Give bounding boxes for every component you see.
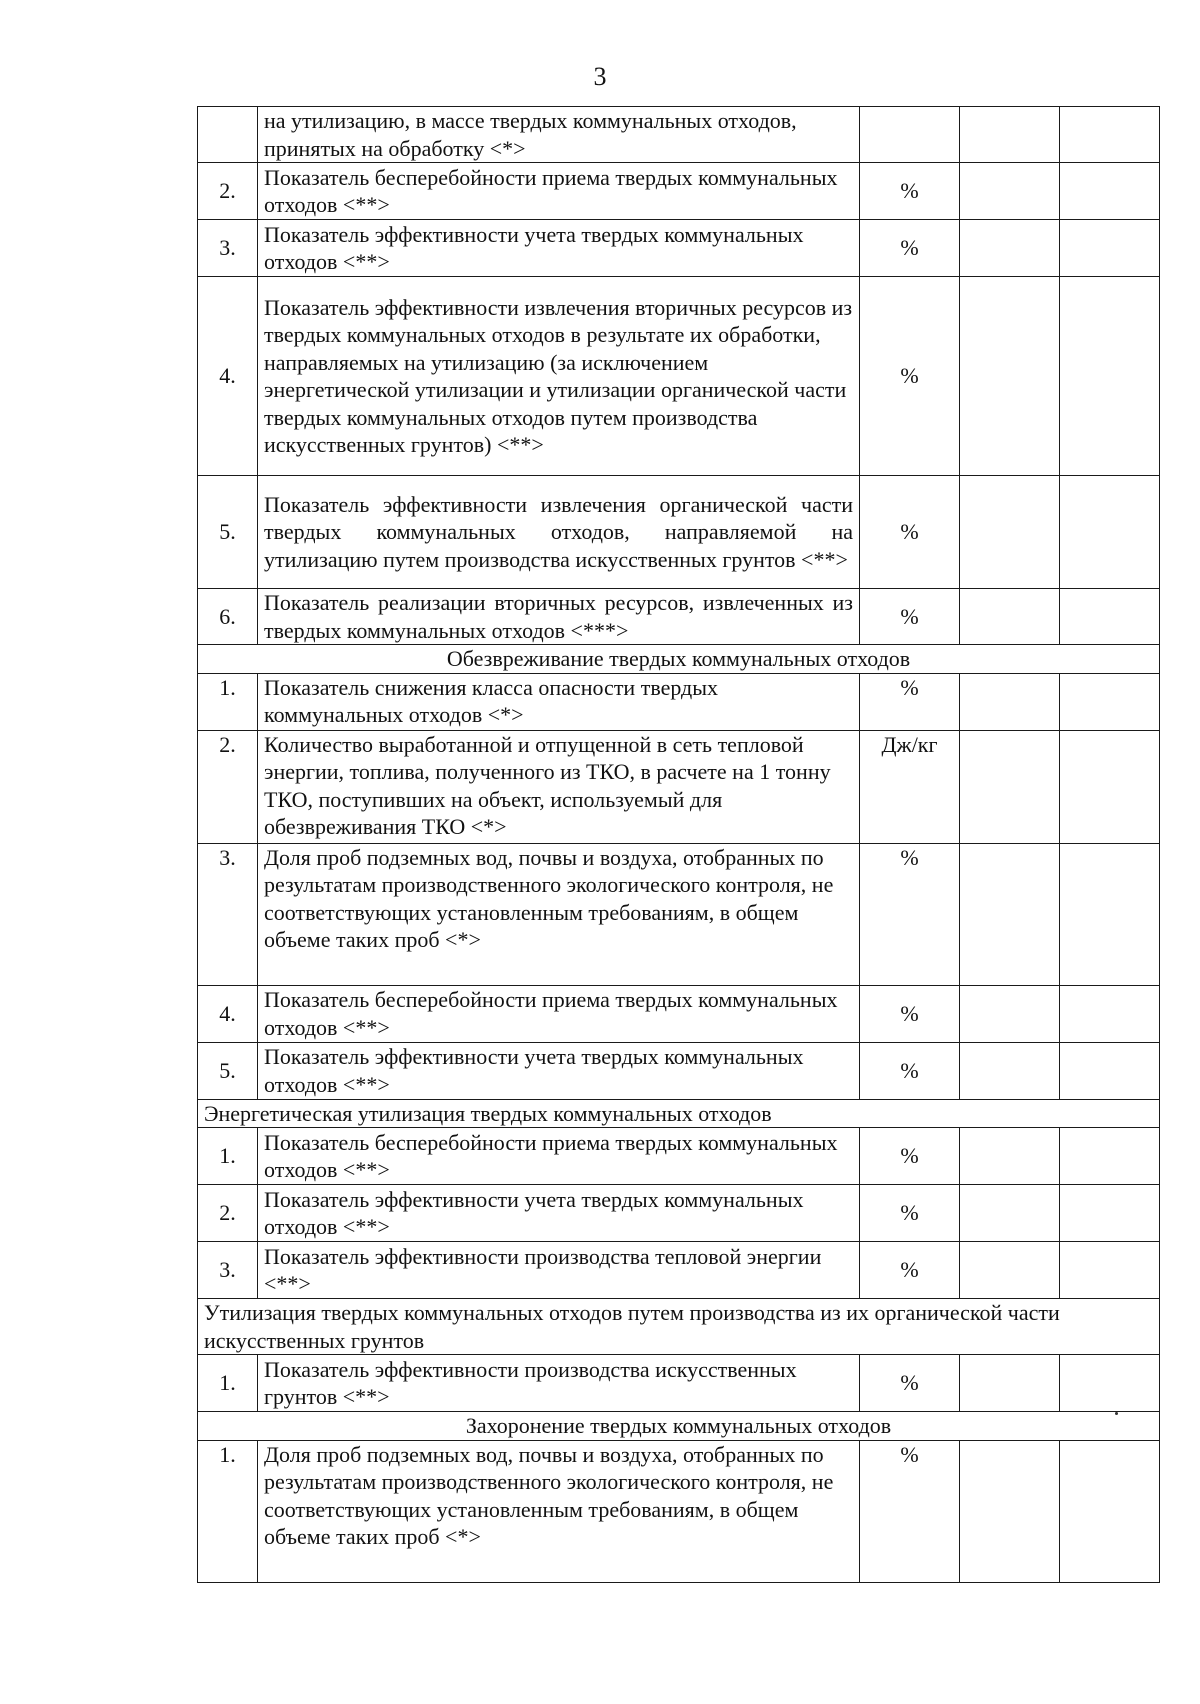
value-cell [960,1128,1060,1185]
table-row [198,1440,1160,1582]
row-number: 4. [198,985,258,1042]
unit-cell [860,107,960,163]
section-header-row [198,1412,1160,1441]
indicator-name: Показатель эффективности извлечения вторичных ресурсов из твердых коммунальных отходов в результате их обработки, направляемых на утилизацию (за исключением энергетической утилизации и утилизации органической части твердых коммунальных отходов путем производства искусственных грунтов) <**> [258,277,860,476]
table-row [198,277,1160,476]
value-cell [1060,1128,1160,1185]
section-header-row [198,1299,1160,1355]
value-cell [1060,163,1160,220]
value-cell [960,589,1060,645]
row-number: 2. [198,1185,258,1242]
unit-cell: % [860,843,960,985]
indicator-name: Показатель эффективности производства искусственных грунтов <**> [258,1355,860,1412]
unit-cell: Дж/кг [860,730,960,843]
value-cell [960,673,1060,730]
value-cell [1060,107,1160,163]
value-cell [960,843,1060,985]
value-cell [1060,1355,1160,1412]
value-cell [960,163,1060,220]
indicator-name: Показатель бесперебойности приема твердых коммунальных отходов <**> [258,163,860,220]
unit-cell: % [860,277,960,476]
indicator-name: Показатель бесперебойности приема твердых коммунальных отходов <**> [258,985,860,1042]
value-cell [1060,673,1160,730]
value-cell [960,1440,1060,1582]
table-row [198,1242,1160,1299]
unit-cell: % [860,220,960,277]
row-number: 3. [198,1242,258,1299]
unit-cell: % [860,673,960,730]
table-row [198,1185,1160,1242]
indicator-name: Показатель эффективности учета твердых коммунальных отходов <**> [258,220,860,277]
indicator-name: Показатель реализации вторичных ресурсов, извлеченных из твердых коммунальных отходов <***> [258,589,860,645]
indicator-name: Показатель снижения класса опасности твердых коммунальных отходов <*> [258,673,860,730]
unit-cell: % [860,1242,960,1299]
value-cell [1060,589,1160,645]
unit-cell: % [860,1042,960,1099]
row-number: 2. [198,730,258,843]
table-row [198,220,1160,277]
value-cell [1060,730,1160,843]
section-title: Энергетическая утилизация твердых коммунальных отходов [198,1099,1160,1128]
table-row [198,1355,1160,1412]
value-cell [960,730,1060,843]
value-cell [1060,1242,1160,1299]
row-number: 1. [198,1440,258,1582]
unit-cell: % [860,589,960,645]
indicator-name: Показатель эффективности учета твердых коммунальных отходов <**> [258,1042,860,1099]
value-cell [1060,220,1160,277]
section-title: Захоронение твердых коммунальных отходов [198,1412,1160,1441]
row-number: 3. [198,843,258,985]
section-title: Обезвреживание твердых коммунальных отходов [198,645,1160,674]
value-cell [960,1185,1060,1242]
indicator-name: Доля проб подземных вод, почвы и воздуха, отобранных по результатам производственного экологического контроля, не соответствующих установленным требованиям, в общем объеме таких проб <*> [258,843,860,985]
row-number: 3. [198,220,258,277]
unit-cell: % [860,985,960,1042]
unit-cell: % [860,1185,960,1242]
indicator-name: Количество выработанной и отпущенной в сеть тепловой энергии, топлива, полученного из ТКО, в расчете на 1 тонну ТКО, поступивших на объект, используемый для обезвреживания ТКО <*> [258,730,860,843]
indicator-name: Показатель эффективности производства тепловой энергии <**> [258,1242,860,1299]
table-row [198,476,1160,589]
page-number: 3 [593,62,607,91]
unit-cell: % [860,1440,960,1582]
value-cell [1060,1440,1160,1582]
value-cell [960,985,1060,1042]
value-cell [960,1242,1060,1299]
value-cell [960,1355,1060,1412]
value-cell [960,1042,1060,1099]
indicator-name: Показатель эффективности извлечения органической части твердых коммунальных отходов, направляемой на утилизацию путем производства искусственных грунтов <**> [258,476,860,589]
table-row [198,589,1160,645]
table-row [198,985,1160,1042]
table-row [198,843,1160,985]
unit-cell: % [860,476,960,589]
indicators-table [197,106,1160,1583]
row-number: 1. [198,673,258,730]
value-cell [960,107,1060,163]
unit-cell: % [860,163,960,220]
section-header-row [198,645,1160,674]
table-row [198,163,1160,220]
unit-cell: % [860,1355,960,1412]
unit-cell: % [860,1128,960,1185]
table-row [198,107,1160,163]
table-row [198,673,1160,730]
indicator-name: на утилизацию, в массе твердых коммунальных отходов, принятых на обработку <*> [258,107,860,163]
value-cell [1060,1042,1160,1099]
value-cell [960,476,1060,589]
table-row [198,730,1160,843]
section-title: Утилизация твердых коммунальных отходов путем производства из их органической части искусственных грунтов [198,1299,1160,1355]
row-number: 6. [198,589,258,645]
table-row [198,1128,1160,1185]
row-number: 1. [198,1355,258,1412]
row-number [198,107,258,163]
value-cell [1060,277,1160,476]
value-cell [1060,985,1160,1042]
value-cell [1060,476,1160,589]
scan-speck [1115,1412,1118,1415]
row-number: 2. [198,163,258,220]
row-number: 4. [198,277,258,476]
value-cell [960,220,1060,277]
row-number: 5. [198,1042,258,1099]
value-cell [960,277,1060,476]
section-header-row [198,1099,1160,1128]
value-cell [1060,843,1160,985]
indicator-name: Доля проб подземных вод, почвы и воздуха, отобранных по результатам производственного экологического контроля, не соответствующих установленным требованиям, в общем объеме таких проб <*> [258,1440,860,1582]
value-cell [1060,1185,1160,1242]
row-number: 5. [198,476,258,589]
row-number: 1. [198,1128,258,1185]
table-row [198,1042,1160,1099]
indicator-name: Показатель бесперебойности приема твердых коммунальных отходов <**> [258,1128,860,1185]
indicator-name: Показатель эффективности учета твердых коммунальных отходов <**> [258,1185,860,1242]
